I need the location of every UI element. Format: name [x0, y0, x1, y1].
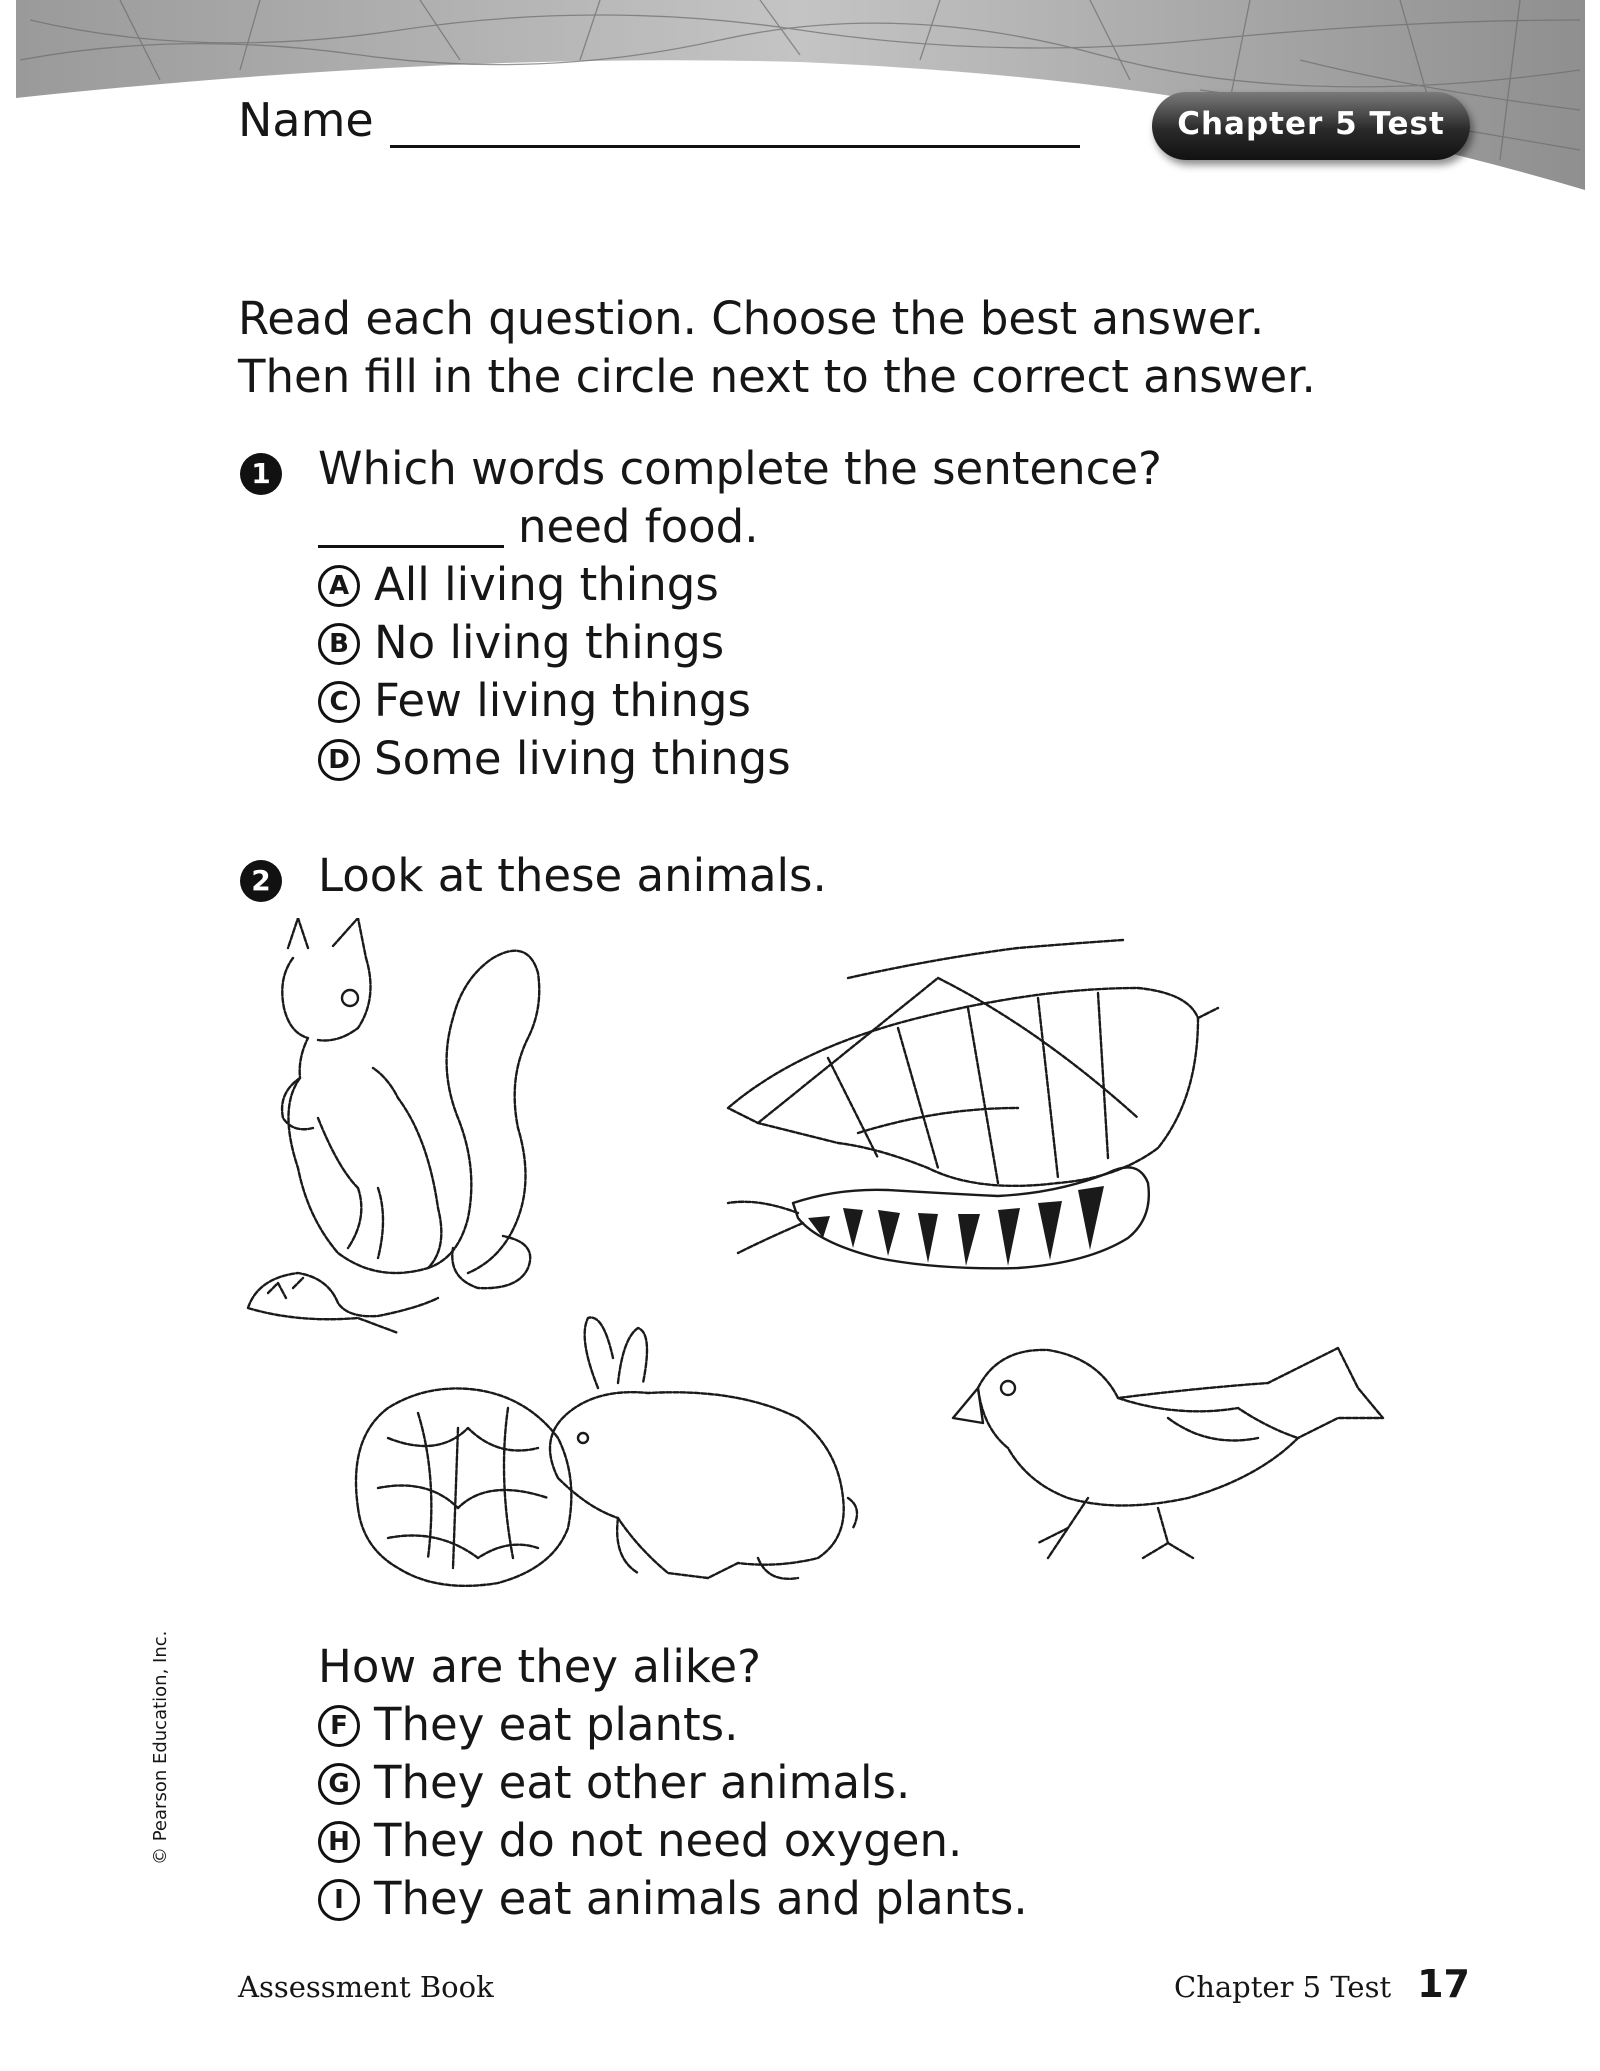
question-1-option-d[interactable] — [318, 730, 791, 788]
answer-bubble-g[interactable]: G — [318, 1763, 360, 1805]
option-text: They do not need oxygen. — [374, 1814, 963, 1867]
footer-chapter: Chapter 5 Test — [1174, 1970, 1392, 2004]
page-number: 17 — [1417, 1962, 1470, 2006]
caterpillar-illustration — [728, 940, 1218, 1268]
name-row — [238, 92, 1080, 148]
question-number-1: 1 — [240, 453, 282, 495]
footer-book-title: Assessment Book — [238, 1970, 494, 2004]
answer-bubble-f[interactable]: F — [318, 1705, 360, 1747]
answer-bubble-a[interactable]: A — [318, 565, 360, 607]
instructions-line-1: Read each question. Choose the best answer. — [238, 292, 1265, 345]
question-2-option-i[interactable] — [318, 1870, 1028, 1928]
option-text: Few living things — [374, 674, 751, 727]
sentence-blank — [318, 501, 504, 548]
name-field[interactable] — [390, 99, 1080, 148]
question-1-prompt: Which words complete the sentence? — [318, 442, 1162, 495]
footer-right — [1174, 1962, 1470, 2006]
option-text: No living things — [374, 616, 725, 669]
animals-illustration — [238, 918, 1388, 1618]
option-text: All living things — [374, 558, 719, 611]
chapter-tab-label: Chapter 5 Test — [1177, 106, 1445, 142]
question-2-option-g[interactable] — [318, 1754, 910, 1812]
option-text: They eat plants. — [374, 1698, 739, 1751]
question-2-option-f[interactable] — [318, 1696, 738, 1754]
answer-bubble-b[interactable]: B — [318, 623, 360, 665]
chapter-tab — [1152, 92, 1470, 160]
answer-bubble-c[interactable]: C — [318, 681, 360, 723]
option-text: They eat other animals. — [374, 1756, 911, 1809]
option-text: Some living things — [374, 732, 791, 785]
bird-illustration — [953, 1348, 1383, 1558]
instructions — [238, 290, 1316, 406]
question-1-option-c[interactable] — [318, 672, 751, 730]
question-2-option-h[interactable] — [318, 1812, 962, 1870]
question-2-followup: How are they alike? — [318, 1640, 761, 1693]
question-1-option-a[interactable] — [318, 556, 719, 614]
question-1-option-b[interactable] — [318, 614, 724, 672]
squirrel-illustration — [248, 918, 539, 1333]
instructions-line-2: Then fill in the circle next to the correct answer. — [238, 350, 1316, 403]
answer-bubble-i[interactable]: I — [318, 1879, 360, 1921]
lettuce-illustration — [356, 1388, 571, 1585]
name-label: Name — [238, 93, 374, 147]
option-text: They eat animals and plants. — [374, 1872, 1028, 1925]
question-2-prompt: Look at these animals. — [318, 849, 827, 902]
question-1-sentence — [318, 498, 759, 556]
question-1-sentence-end: need food. — [518, 500, 759, 553]
answer-bubble-d[interactable]: D — [318, 739, 360, 781]
answer-bubble-h[interactable]: H — [318, 1821, 360, 1863]
question-number-2: 2 — [240, 860, 282, 902]
copyright-notice: © Pearson Education, Inc. — [150, 1630, 171, 1865]
rabbit-illustration — [550, 1318, 857, 1579]
